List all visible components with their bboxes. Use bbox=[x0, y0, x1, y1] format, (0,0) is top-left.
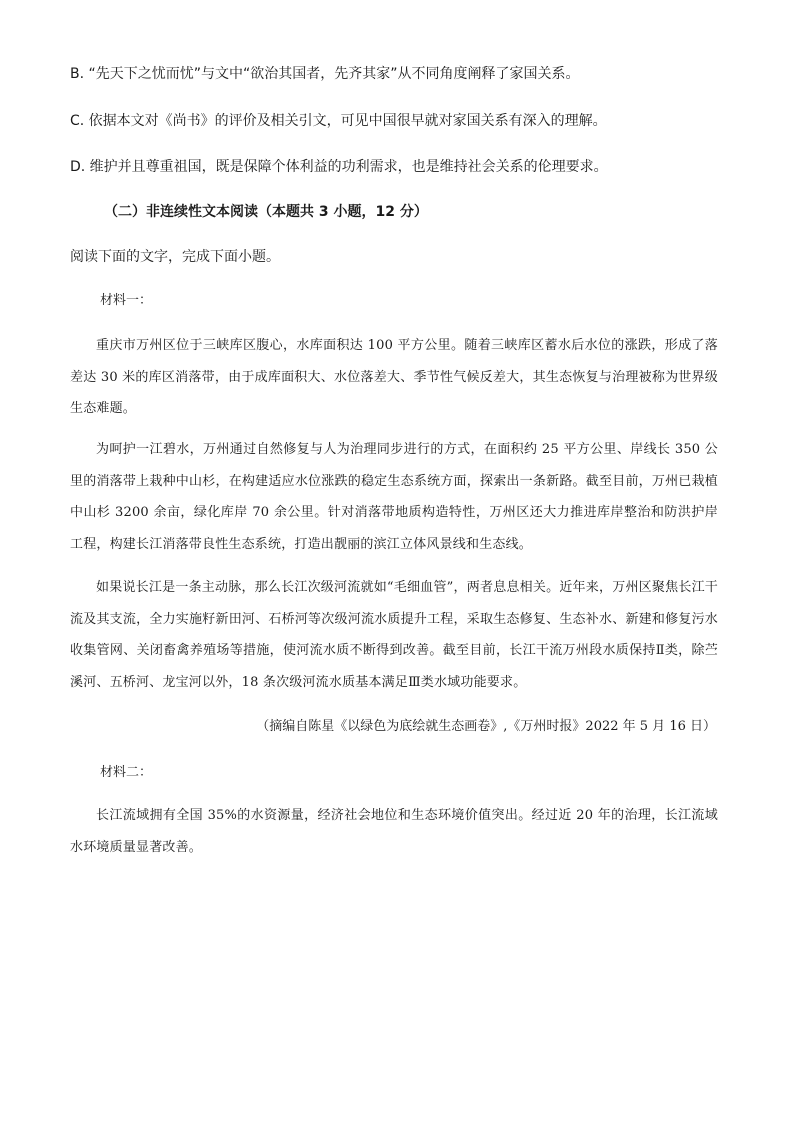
material-2-paragraph-1: 长江流域拥有全国 35%的水资源量，经济社会地位和生态环境价值突出。经过近 20 年的治理，长江流域水环境质量显著改善。 bbox=[70, 808, 718, 855]
option-b: B. “先天下之忧而忧”与文中“欲治其国者，先齐其家”从不同角度阐释了家国关系。 bbox=[70, 66, 580, 82]
material-1-paragraph-3: 如果说长江是一条主动脉，那么长江次级河流就如“毛细血管”，两者息息相关。近年来，万州区聚焦长江干流及其支流，全力实施籽新田河、石桥河等次级河流水质提升工程，采取生态修复、生态补水、新建和修复污水收集管网、关闭畜禽养殖场等措施，使河流水质不断得到改善。截至目前，长江干流万州段水质保持Ⅱ类，除苎溪河、五桥河、龙宝河以外，18 条次级河流水质基本满足Ⅲ类水域功能要求。 bbox=[70, 580, 718, 690]
material-1-paragraph-1: 重庆市万州区位于三峡库区腹心，水库面积达 100 平方公里。随着三峡库区蓄水后水位的涨跌，形成了落差达 30 米的库区消落带，由于成库面积大、水位落差大、季节性气候反差大，其生态恢复与治理被称为世界级生态难题。 bbox=[70, 338, 718, 416]
material-1-label: 材料一： bbox=[100, 293, 153, 308]
option-c: C. 依据本文对《尚书》的评价及相关引文，可见中国很早就对家国关系有深入的理解。 bbox=[70, 113, 607, 129]
material-1-source: （摘编自陈星《以绿色为底绘就生态画卷》,《万州时报》2022 年 5 月 16 日） bbox=[256, 719, 716, 734]
section-heading: （二）非连续性文本阅读（本题共 3 小题，12 分） bbox=[104, 204, 428, 220]
material-1-paragraph-2: 为呵护一江碧水，万州通过自然修复与人为治理同步进行的方式，在面积约 25 平方公里、岸线长 350 公里的消落带上栽种中山杉，在构建适应水位涨跌的稳定生态系统方面，探索出一条新路。截至目前，万州已栽植中山杉 3200 余亩，绿化库岸 70 余公里。针对消落带地质构造特性，万州区还大力推进库岸整治和防洪护岸工程，构建长江消落带良性生态系统，打造出靓丽的滨江立体风景线和生态线。 bbox=[70, 442, 718, 552]
material-2-label: 材料二： bbox=[100, 765, 153, 780]
option-d: D. 维护并且尊重祖国，既是保障个体利益的功利需求，也是维持社会关系的伦理要求。 bbox=[70, 159, 608, 175]
reading-instruction: 阅读下面的文字，完成下面小题。 bbox=[70, 249, 280, 265]
